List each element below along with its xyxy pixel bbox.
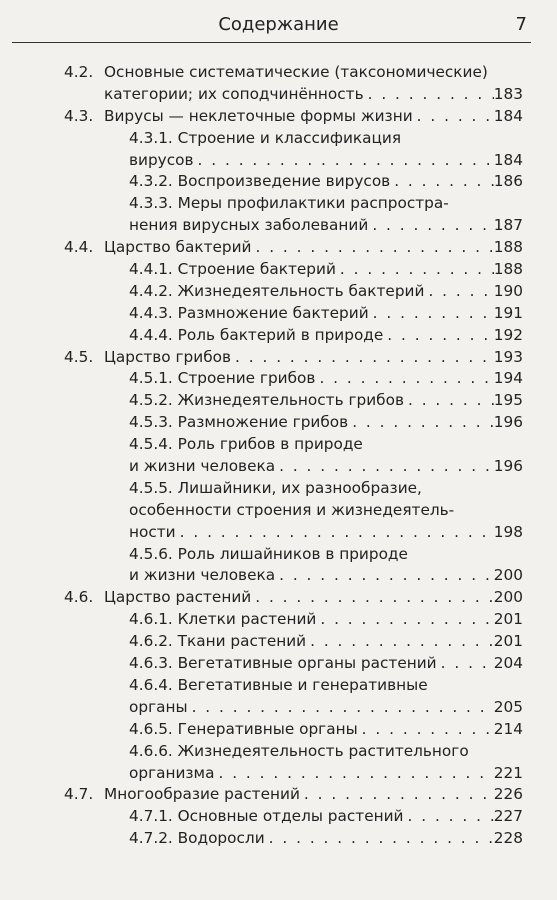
toc-entry bbox=[129, 281, 523, 303]
toc-entry-title: категории; их соподчинённость bbox=[104, 84, 364, 103]
toc-section-number: 4.7. bbox=[64, 785, 94, 804]
toc-section-number: 4.3. bbox=[64, 106, 94, 125]
toc-entry bbox=[129, 828, 523, 850]
toc-entry bbox=[104, 587, 523, 609]
toc-entry bbox=[104, 237, 523, 259]
toc-entry bbox=[129, 763, 523, 785]
toc-line bbox=[0, 631, 557, 653]
toc-line bbox=[0, 544, 557, 566]
toc-entry bbox=[104, 784, 523, 806]
toc-page-number: 188 bbox=[493, 238, 523, 257]
dot-leader bbox=[369, 303, 494, 325]
toc-line bbox=[0, 347, 557, 369]
toc-page-number: 191 bbox=[493, 303, 523, 322]
toc-entry bbox=[129, 325, 523, 347]
toc-page-number: 221 bbox=[493, 763, 523, 782]
toc-entry-title: 4.5.3. Размножение грибов bbox=[129, 413, 349, 432]
toc-line bbox=[0, 653, 557, 675]
dot-leader bbox=[265, 828, 494, 850]
dot-leader bbox=[188, 697, 494, 719]
toc-line bbox=[0, 84, 557, 106]
dot-leader bbox=[364, 84, 494, 106]
toc-line bbox=[0, 806, 557, 828]
toc-entry-title: 4.7.2. Водоросли bbox=[129, 829, 265, 848]
toc-entry-title: нения вирусных заболеваний bbox=[129, 216, 369, 235]
toc-page-number: 200 bbox=[493, 566, 523, 585]
toc-entry-title: 4.6.4. Вегетативные и генеративные bbox=[129, 675, 428, 694]
toc-line bbox=[0, 303, 557, 325]
toc-line bbox=[0, 390, 557, 412]
dot-leader bbox=[231, 347, 494, 369]
toc-entry-title: Царство растений bbox=[104, 588, 252, 607]
toc-page-number: 195 bbox=[493, 391, 523, 410]
page-title: Содержание bbox=[218, 14, 339, 35]
toc-entry-title: 4.3.1. Строение и классификация bbox=[129, 128, 402, 147]
toc-page-number: 204 bbox=[493, 654, 523, 673]
dot-leader bbox=[368, 215, 493, 237]
toc-entry bbox=[129, 806, 523, 828]
dot-leader bbox=[424, 281, 493, 303]
toc-entry-title: 4.5.2. Жизнедеятельность грибов bbox=[129, 391, 404, 410]
toc-page-number: 184 bbox=[493, 106, 523, 125]
toc-page-number: 200 bbox=[493, 588, 523, 607]
toc-entry-title: 4.6.3. Вегетативные органы растений bbox=[129, 654, 437, 673]
toc-entry-title: 4.6.2. Ткани растений bbox=[129, 632, 307, 651]
toc-page-number: 198 bbox=[493, 522, 523, 541]
toc-line bbox=[0, 150, 557, 172]
toc-entry-title: и жизни человека bbox=[129, 566, 276, 585]
toc-line bbox=[0, 675, 557, 697]
toc-page-number: 226 bbox=[493, 785, 523, 804]
toc-line bbox=[0, 828, 557, 850]
toc-entry-title: 4.7.1. Основные отделы растений bbox=[129, 807, 404, 826]
toc-line bbox=[0, 368, 557, 390]
toc-line bbox=[0, 325, 557, 347]
dot-leader bbox=[336, 259, 494, 281]
toc-line bbox=[0, 522, 557, 544]
toc-entry bbox=[129, 303, 523, 325]
toc-line bbox=[0, 719, 557, 741]
toc-entry-title: органы bbox=[129, 697, 188, 716]
toc-page-number: 184 bbox=[493, 150, 523, 169]
toc-page-number: 187 bbox=[493, 216, 523, 235]
dot-leader bbox=[437, 653, 494, 675]
dot-leader bbox=[275, 565, 494, 587]
toc-entry bbox=[104, 347, 523, 369]
toc-page-number: 194 bbox=[493, 369, 523, 388]
toc-entry-title: и жизни человека bbox=[129, 457, 276, 476]
dot-leader bbox=[358, 719, 494, 741]
toc-entry bbox=[129, 565, 523, 587]
toc-line bbox=[0, 478, 557, 500]
dot-leader bbox=[413, 106, 494, 128]
toc-entry-title: 4.5.6. Роль лишайников в природе bbox=[129, 544, 408, 563]
toc-line bbox=[0, 697, 557, 719]
dot-leader bbox=[275, 456, 494, 478]
toc-entry-title: 4.6.6. Жизнедеятельность растительного bbox=[129, 741, 469, 760]
toc-line bbox=[0, 171, 557, 193]
dot-leader bbox=[404, 806, 494, 828]
toc-entry bbox=[129, 150, 523, 172]
dot-leader bbox=[306, 631, 494, 653]
toc-line bbox=[0, 215, 557, 237]
toc-entry-title: 4.4.1. Строение бактерий bbox=[129, 260, 336, 279]
toc-entry bbox=[129, 456, 523, 478]
toc-line bbox=[0, 763, 557, 785]
toc-section-number: 4.4. bbox=[64, 238, 94, 257]
toc-entry bbox=[104, 84, 523, 106]
dot-leader bbox=[214, 763, 493, 785]
toc-entry bbox=[104, 62, 523, 84]
dot-leader bbox=[316, 609, 493, 631]
dot-leader bbox=[251, 237, 493, 259]
toc-line bbox=[0, 106, 557, 128]
toc-entry-title: 4.3.2. Воспроизведение вирусов bbox=[129, 172, 391, 191]
dot-leader bbox=[251, 587, 494, 609]
dot-leader bbox=[194, 150, 494, 172]
toc-page-number: 227 bbox=[493, 807, 523, 826]
toc-entry-title: 4.5.1. Строение грибов bbox=[129, 369, 316, 388]
toc-page-number: 201 bbox=[493, 610, 523, 629]
toc-line bbox=[0, 609, 557, 631]
toc-page-number: 186 bbox=[493, 172, 523, 191]
toc-entry bbox=[129, 719, 523, 741]
toc-entry bbox=[129, 500, 523, 522]
toc-line bbox=[0, 412, 557, 434]
toc-line bbox=[0, 193, 557, 215]
toc-entry bbox=[129, 390, 523, 412]
toc-entry-title: Царство бактерий bbox=[104, 238, 252, 257]
toc-entry bbox=[129, 631, 523, 653]
toc-entry-title: 4.6.5. Генеративные органы bbox=[129, 719, 358, 738]
toc-entry bbox=[129, 609, 523, 631]
toc-entry bbox=[129, 193, 523, 215]
toc-entry-title: Царство грибов bbox=[104, 347, 232, 366]
toc-line bbox=[0, 259, 557, 281]
toc-entry-title: 4.4.2. Жизнедеятельность бактерий bbox=[129, 281, 425, 300]
toc-page-number: 214 bbox=[493, 719, 523, 738]
toc-entry bbox=[129, 697, 523, 719]
toc-entry bbox=[104, 106, 523, 128]
page-header bbox=[0, 0, 557, 48]
toc-entry bbox=[129, 215, 523, 237]
toc-page-number: 196 bbox=[493, 413, 523, 432]
toc-page-number: 205 bbox=[493, 697, 523, 716]
toc-entry bbox=[129, 478, 523, 500]
dot-leader bbox=[300, 784, 494, 806]
page-number: 7 bbox=[515, 14, 527, 35]
toc-page-number: 190 bbox=[493, 281, 523, 300]
toc-section-number: 4.6. bbox=[64, 588, 94, 607]
toc-line bbox=[0, 500, 557, 522]
toc-entry-title: Основные систематические (таксономические) bbox=[104, 63, 488, 81]
toc-line bbox=[0, 741, 557, 763]
toc-entry-title: Вирусы — неклеточные формы жизни bbox=[104, 106, 413, 125]
toc-entry bbox=[129, 544, 523, 566]
toc-entry bbox=[129, 128, 523, 150]
header-rule bbox=[12, 42, 531, 43]
toc-page-number: 192 bbox=[493, 325, 523, 344]
toc-line bbox=[0, 128, 557, 150]
toc-page-number: 188 bbox=[493, 260, 523, 279]
toc-page-number: 193 bbox=[493, 347, 523, 366]
toc-page-number: 228 bbox=[493, 829, 523, 848]
toc-section-number: 4.2. bbox=[64, 63, 94, 81]
toc-entry bbox=[129, 741, 523, 763]
dot-leader bbox=[348, 412, 494, 434]
toc-entry-title: 4.4.3. Размножение бактерий bbox=[129, 303, 369, 322]
toc-entry bbox=[129, 259, 523, 281]
toc-entry bbox=[129, 434, 523, 456]
toc-entry-title: организма bbox=[129, 763, 215, 782]
dot-leader bbox=[176, 522, 494, 544]
toc-line bbox=[0, 237, 557, 259]
toc-entry-title: Многообразие растений bbox=[104, 785, 300, 804]
toc-line bbox=[0, 434, 557, 456]
toc-line bbox=[0, 456, 557, 478]
toc-entry-title: вирусов bbox=[129, 150, 194, 169]
table-of-contents bbox=[0, 62, 557, 850]
dot-leader bbox=[404, 390, 494, 412]
toc-entry bbox=[129, 412, 523, 434]
toc-page-number: 201 bbox=[493, 632, 523, 651]
toc-line bbox=[0, 281, 557, 303]
toc-line bbox=[0, 784, 557, 806]
toc-entry-title: 4.5.4. Роль грибов в природе bbox=[129, 435, 363, 454]
toc-line bbox=[0, 565, 557, 587]
toc-entry-title: 4.4.4. Роль бактерий в природе bbox=[129, 325, 384, 344]
toc-entry-title: 4.5.5. Лишайники, их разнообразие, bbox=[129, 478, 422, 497]
toc-entry bbox=[129, 368, 523, 390]
toc-entry bbox=[129, 675, 523, 697]
dot-leader bbox=[390, 171, 494, 193]
toc-line bbox=[0, 62, 557, 84]
toc-line bbox=[0, 587, 557, 609]
toc-entry bbox=[129, 171, 523, 193]
toc-section-number: 4.5. bbox=[64, 347, 94, 366]
toc-page-number: 196 bbox=[493, 457, 523, 476]
toc-entry-title: 4.3.3. Меры профилактики распростра- bbox=[129, 194, 449, 213]
toc-entry bbox=[129, 522, 523, 544]
toc-page-number: 183 bbox=[493, 84, 523, 103]
dot-leader bbox=[315, 368, 493, 390]
toc-entry-title: особенности строения и жизнедеятель- bbox=[129, 500, 455, 519]
toc-entry bbox=[129, 653, 523, 675]
toc-entry-title: 4.6.1. Клетки растений bbox=[129, 610, 317, 629]
dot-leader bbox=[383, 325, 494, 347]
toc-entry-title: ности bbox=[129, 522, 176, 541]
